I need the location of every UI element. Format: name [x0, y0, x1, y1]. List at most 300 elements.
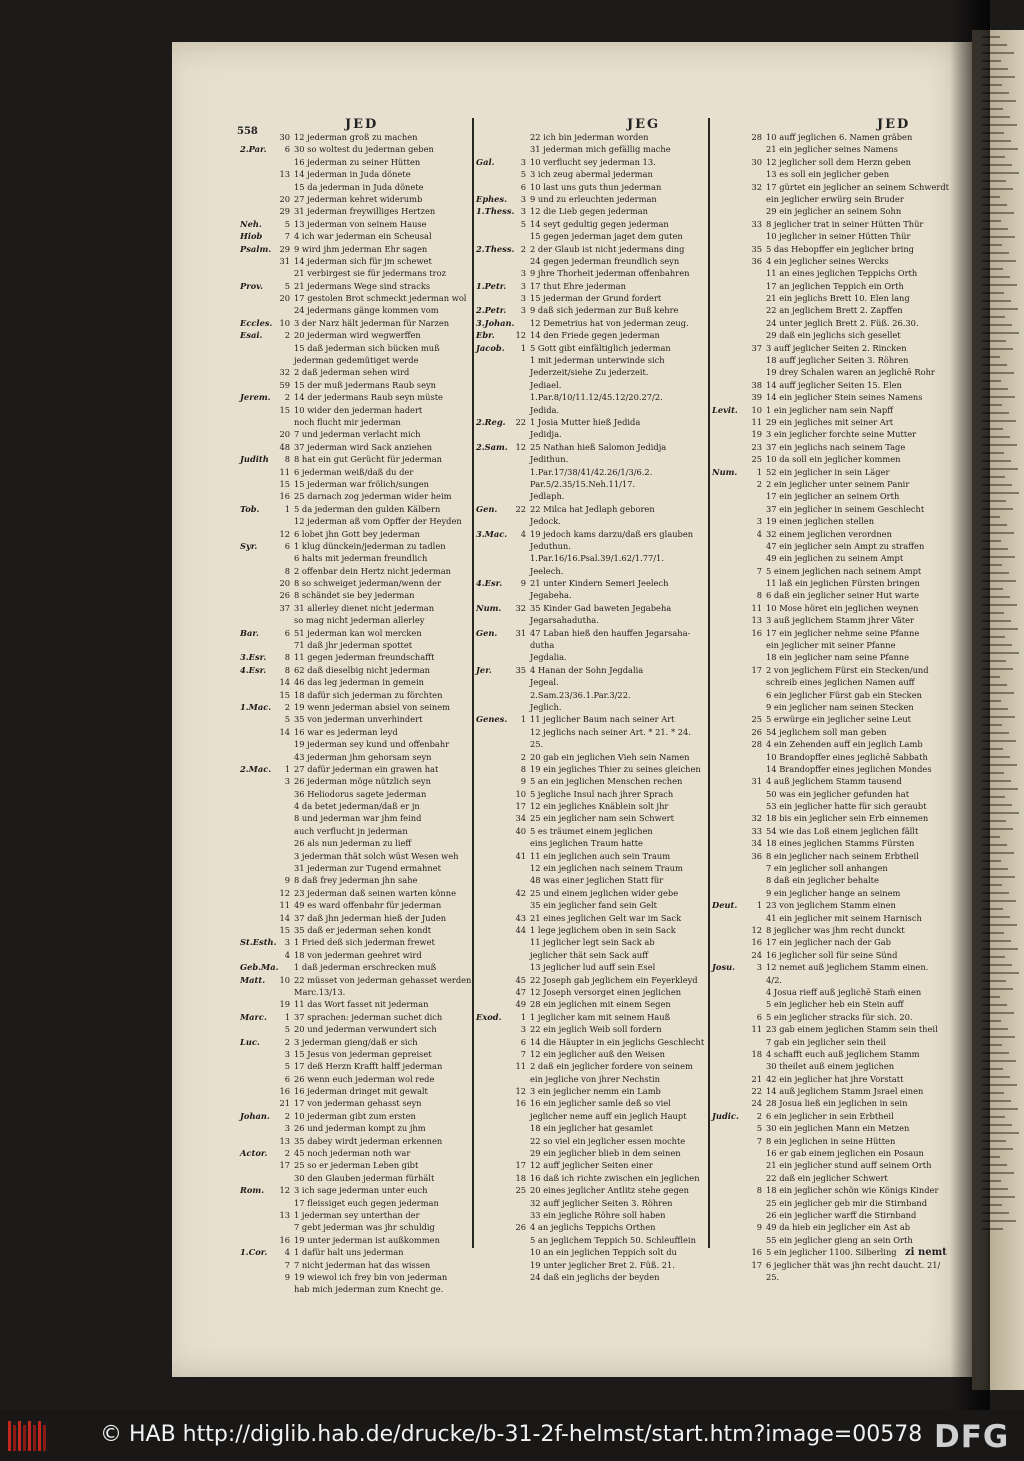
- chapter-number: 12: [751, 925, 762, 935]
- chapter-number: 40: [515, 825, 526, 836]
- entry-text: 1.Par.16/16.Psal.39/1.62/1.77/1.: [530, 553, 664, 564]
- book-reference: Ephes.: [476, 193, 507, 204]
- book-reference: Esai.: [240, 330, 263, 341]
- chapter-number: 37: [279, 602, 290, 613]
- index-entry: [712, 1097, 952, 1109]
- index-entry: [712, 354, 952, 366]
- entry-text: 71 daß jhr jederman spottet: [294, 640, 413, 651]
- entry-text: Jegeal.: [530, 677, 559, 688]
- chapter-number: 16: [279, 1234, 290, 1245]
- index-entry: [240, 1283, 472, 1295]
- book-reference: Tob.: [240, 503, 260, 514]
- chapter-number: 3: [520, 280, 526, 291]
- index-entry: [240, 441, 472, 453]
- entry-text: 19 drey Schalen waren an jeglichē Rohr: [766, 367, 935, 378]
- entry-text: 21 ein jeglicher seines Namens: [766, 144, 898, 155]
- index-entry: [240, 899, 472, 911]
- entry-text: 1 jederman sey unterthan der: [294, 1209, 420, 1220]
- index-entry: [476, 775, 706, 787]
- entry-text: 18 von jederman geehret wird: [294, 949, 422, 960]
- index-entry: [240, 949, 472, 961]
- entry-text: eins jeglichen Traum hatte: [530, 838, 643, 849]
- index-entry: [476, 490, 706, 502]
- index-entry: [476, 899, 706, 911]
- catchword: zi nemt: [905, 1247, 947, 1258]
- chapter-number: 21: [751, 1073, 762, 1084]
- entry-text: Jediael.: [530, 379, 562, 390]
- chapter-number: 3: [520, 293, 526, 304]
- entry-text: 17 ein jeglicher nehme seine Pfanne: [766, 627, 920, 638]
- index-entry: [476, 812, 706, 824]
- index-entry: [712, 1172, 952, 1184]
- entry-text: 6 daß ein jeglicher seiner Hut warte: [766, 590, 919, 601]
- index-entry: [240, 589, 472, 601]
- chapter-number: 14: [279, 677, 290, 688]
- entry-text: Jeduthun.: [530, 540, 571, 551]
- entry-text: 33 ein jegliche Röhre soll haben: [530, 1209, 666, 1220]
- index-entry: [712, 974, 952, 986]
- index-entry: [240, 1023, 472, 1035]
- entry-text: Jegarsahadutha.: [530, 615, 599, 626]
- chapter-number: 29: [279, 206, 290, 217]
- index-entry: [476, 143, 706, 155]
- entry-text: ein jegliche von jhrer Nechstin: [530, 1073, 660, 1084]
- book-reference: Josu.: [712, 962, 736, 973]
- index-entry: [476, 528, 706, 540]
- entry-text: 3 auff jeglicher Seiten 2. Rincken: [766, 342, 907, 353]
- index-entry: [240, 515, 472, 527]
- index-entry: [240, 540, 472, 552]
- index-entry: [712, 899, 952, 911]
- footer-bar: [0, 1410, 1024, 1461]
- entry-text: 4 schafft euch auß jeglichem Stamm: [766, 1048, 920, 1059]
- index-entry: [476, 912, 706, 924]
- chapter-number: 33: [751, 825, 762, 836]
- entry-text: 8 so schweiget jederman/wenn der: [294, 578, 442, 589]
- chapter-number: 12: [515, 330, 526, 341]
- index-entry: [476, 1159, 706, 1171]
- entry-text: ein jeglicher mit seiner Pfanne: [766, 640, 896, 651]
- entry-text: 47 Laban hieß den hauffen Jegarsaha-: [530, 627, 691, 638]
- entry-text: 12 ein jeglichen nach seinem Traum: [530, 863, 683, 874]
- chapter-number: 48: [279, 441, 290, 452]
- index-entry: [476, 131, 706, 143]
- index-entry: [712, 862, 952, 874]
- entry-text: 13 jeglicher lud auff sein Esel: [530, 962, 656, 973]
- entry-text: 2.Sam.23/36.1.Par.3/22.: [530, 689, 631, 700]
- index-entry: [712, 924, 952, 936]
- entry-text: schreib eines jeglichen Namen auff: [766, 677, 915, 688]
- index-entry: [476, 1060, 706, 1072]
- book-reference: 1.Petr.: [476, 280, 507, 291]
- entry-text: 47 ein jeglicher sein Ampt zu straffen: [766, 540, 925, 551]
- chapter-number: 3: [520, 193, 526, 204]
- entry-text: 25 Nathan hieß Salomon Jedidja: [530, 441, 667, 452]
- index-entry: [240, 1135, 472, 1147]
- entry-text: 29 ein jeglicher blieb in dem seinen: [530, 1148, 681, 1159]
- chapter-number: 25: [515, 1185, 526, 1196]
- entry-text: 18 eines jeglichen Stamms Fürsten: [766, 838, 915, 849]
- chapter-number: 17: [515, 1160, 526, 1171]
- entry-text: 11 gegen jederman freundschafft: [294, 652, 435, 663]
- index-entry: [240, 1234, 472, 1246]
- entry-text: 10 last uns guts thun jederman: [530, 181, 662, 192]
- index-entry: [240, 1073, 472, 1085]
- chapter-number: 7: [756, 1135, 762, 1146]
- chapter-number: 21: [279, 1098, 290, 1109]
- chapter-number: 7: [284, 1259, 290, 1270]
- index-entry: [476, 354, 706, 366]
- index-entry: [476, 1246, 706, 1258]
- entry-text: 17 an jeglichen Teppich ein Orth: [766, 280, 904, 291]
- entry-text: 9 daß sich jederman zur Buß kehre: [530, 305, 679, 316]
- entry-text: 20 eines jeglicher Antlitz stehe gegen: [530, 1185, 690, 1196]
- chapter-number: 1: [284, 763, 290, 774]
- chapter-number: 3: [520, 206, 526, 217]
- entry-text: 10 da soll ein jeglicher kommen: [766, 454, 901, 465]
- chapter-number: 47: [515, 986, 526, 997]
- index-entry: [712, 243, 952, 255]
- entry-text: 3 jederman gieng/daß er sich: [294, 1036, 418, 1047]
- entry-text: 4 ein jeglicher seines Wercks: [766, 255, 889, 266]
- entry-text: 5 einem jeglichen nach seinem Ampt: [766, 565, 922, 576]
- index-entry: [240, 354, 472, 366]
- entry-text: 5 Gott gibt einfältiglich jederman: [530, 342, 671, 353]
- entry-text: 3 ich zeug abermal jederman: [530, 169, 653, 180]
- entry-text: 19 wiewol ich frey bin von jederman: [294, 1271, 448, 1282]
- chapter-number: 25: [751, 714, 762, 725]
- entry-text: 8 jeglicher was jhm recht dunckt: [766, 925, 905, 935]
- entry-text: 37 ein jeglicher in seinem Geschlecht: [766, 503, 925, 514]
- chapter-number: 9: [284, 1271, 290, 1282]
- entry-text: 15 jederman war frölich/sungen: [294, 478, 429, 489]
- index-entry: [240, 701, 472, 713]
- index-entry: [476, 850, 706, 862]
- entry-text: 2 der Glaub ist nicht jedermans ding: [530, 243, 685, 254]
- book-reference: Rom.: [240, 1185, 265, 1196]
- chapter-number: 11: [751, 1024, 762, 1035]
- chapter-number: 2: [756, 1110, 762, 1121]
- entry-text: 5 jegliche Insul nach jhrer Sprach: [530, 788, 674, 799]
- entry-text: 22 ein jeglich Weib soll fordern: [530, 1024, 662, 1035]
- page-number: 558: [237, 126, 258, 137]
- chapter-number: 4: [284, 949, 290, 960]
- index-entry: [240, 205, 472, 217]
- entry-text: 35 von jederman unverhindert: [294, 714, 423, 725]
- entry-text: 32 einem jeglichen verordnen: [766, 528, 892, 539]
- index-entry: [712, 255, 952, 267]
- entry-text: 17 deß Herzn Krafft halff jederman: [294, 1061, 443, 1072]
- entry-text: 23 gab einem jeglichen Stamm sein theil: [766, 1024, 938, 1035]
- chapter-number: 6: [284, 540, 290, 551]
- index-entry: [240, 924, 472, 936]
- index-entry: [476, 664, 706, 676]
- index-entry: [712, 143, 952, 155]
- entry-text: 1.Par.8/10/11.12/45.12/20.27/2.: [530, 392, 663, 403]
- entry-text: 5 das Hebopffer ein jeglicher bring: [766, 243, 914, 254]
- index-entry: [712, 1259, 952, 1271]
- entry-text: 6 jeglicher thät was jhn recht daucht. 21/: [766, 1259, 941, 1270]
- index-entry: [476, 478, 706, 490]
- entry-text: 49 da hieb ein jeglicher ein Ast ab: [766, 1222, 911, 1233]
- book-reference: Jerem.: [240, 392, 271, 403]
- entry-text: 5 da jederman den gulden Kälbern: [294, 503, 441, 514]
- book-reference: Bar.: [240, 627, 259, 638]
- index-entry: [240, 850, 472, 862]
- index-entry: [476, 726, 706, 738]
- index-entry: [476, 602, 706, 614]
- entry-text: 18 ein jeglicher nam seine Pfanne: [766, 652, 910, 663]
- chapter-number: 13: [279, 169, 290, 180]
- index-entry: [240, 874, 472, 886]
- entry-text: 14 Brandopffer eines jeglichen Mondes: [766, 763, 932, 774]
- entry-text: 37 sprachen: jederman suchet dich: [294, 1011, 443, 1022]
- chapter-number: 18: [751, 1048, 762, 1059]
- entry-text: jederman gedemütiget werde: [294, 355, 419, 366]
- entry-text: 14 jederman sich für jm schewet: [294, 255, 432, 266]
- entry-text: 30 den Glauben jederman fürhält: [294, 1172, 435, 1183]
- entry-text: 31 allerley dienet nicht jederman: [294, 602, 435, 613]
- entry-text: 8 ein jeglicher nach seinem Erbtheil: [766, 850, 919, 861]
- book-reference: 1.Cor.: [240, 1247, 268, 1258]
- index-entry: [476, 1221, 706, 1233]
- book-reference: 2.Par.: [240, 144, 267, 155]
- index-entry: [476, 168, 706, 180]
- index-entry: [712, 441, 952, 453]
- book-reference: Judic.: [712, 1110, 739, 1121]
- entry-text: 18 ein jeglicher schön wie Königs Kinder: [766, 1185, 939, 1196]
- index-entry: [476, 887, 706, 899]
- book-reference: 3.Esr.: [240, 652, 267, 663]
- entry-text: 1 Fried deß sich jederman frewet: [294, 937, 435, 948]
- index-entry: [240, 974, 475, 986]
- entry-text: 3 ich sage jederman unter euch: [294, 1185, 428, 1196]
- entry-text: 22 müsset von jederman gehasset werden.: [294, 974, 475, 985]
- index-entry: [240, 304, 472, 316]
- chapter-number: 19: [279, 999, 290, 1010]
- index-entry: [476, 304, 706, 316]
- index-entry: [476, 292, 706, 304]
- entry-text: 10 auff jeglichen 6. Namen gräben: [766, 132, 913, 142]
- index-entry: [712, 1135, 952, 1147]
- index-entry: [240, 181, 472, 193]
- dfg-logo-icon: DFG: [934, 1419, 1010, 1455]
- index-entry: [240, 986, 472, 998]
- entry-text: 12 ein jeglicher auß den Weisen: [530, 1048, 665, 1059]
- entry-text: 11 an eines jeglichen Teppichs Orth: [766, 268, 918, 279]
- book-reference: 4.Esr.: [240, 664, 267, 675]
- index-entry: [476, 404, 706, 416]
- chapter-number: 12: [515, 441, 526, 452]
- entry-text: 22 Joseph gab jeglichem ein Feyerkleyd: [530, 974, 698, 985]
- chapter-number: 33: [751, 218, 762, 229]
- index-entry: [712, 1048, 952, 1060]
- entry-text: 17 ein jeglicher an seinem Orth: [766, 491, 900, 502]
- index-entry: [712, 850, 952, 862]
- index-entry: [240, 143, 472, 155]
- entry-text: 1 mit jederman unterwinde sich: [530, 355, 665, 366]
- entry-text: 3 jederman thät solch wüst Wesen weh: [294, 850, 459, 861]
- chapter-number: 35: [515, 664, 526, 675]
- chapter-number: 3: [284, 937, 290, 948]
- entry-text: 17 thut Ehre jederman: [530, 280, 626, 291]
- book-reference: Neh.: [240, 218, 262, 229]
- index-entry: [240, 1110, 472, 1122]
- chapter-number: 24: [751, 1098, 762, 1109]
- entry-text: 25 so er jederman Leben gibt: [294, 1160, 419, 1171]
- index-entry: [712, 589, 952, 601]
- index-entry: [712, 614, 952, 626]
- index-entry: [240, 627, 472, 639]
- chapter-number: 8: [284, 565, 290, 576]
- index-entry: [712, 168, 952, 180]
- entry-text: 1 Josia Mutter hieß Jedida: [530, 416, 641, 427]
- book-reference: 2.Sam.: [476, 441, 508, 452]
- index-entry: [240, 478, 472, 490]
- index-entry: [712, 998, 952, 1010]
- chapter-number: 3: [520, 1024, 526, 1035]
- index-entry: [240, 651, 472, 663]
- chapter-number: 11: [279, 900, 290, 911]
- index-entry: [240, 552, 472, 564]
- entry-text: 15 daß jederman sich bücken muß: [294, 342, 440, 353]
- entry-text: 18 bis ein jeglicher sein Erb einnemen: [766, 813, 929, 824]
- book-reference: 1.Thess.: [476, 206, 515, 217]
- entry-text: 12 die Lieb gegen jederman: [530, 206, 648, 217]
- chapter-number: 2: [520, 751, 526, 762]
- chapter-number: 14: [279, 726, 290, 737]
- entry-text: 9 ein jeglicher hange an seinem: [766, 887, 901, 898]
- entry-text: 1 jeglicher kam mit seinem Hauß: [530, 1011, 671, 1022]
- index-entry: [712, 1023, 952, 1035]
- index-entry: [240, 1259, 472, 1271]
- book-reference: Geb.Ma.: [240, 962, 279, 973]
- entry-text: 17 fleissiget euch gegen jederman: [294, 1197, 439, 1208]
- book-reference: Jer.: [476, 664, 492, 675]
- entry-text: 7 gab ein jeglicher sein theil: [766, 1036, 886, 1047]
- chapter-number: 20: [279, 429, 290, 440]
- index-entry: [240, 329, 472, 341]
- entry-text: 18 dafür sich jederman zu förchten: [294, 689, 443, 700]
- entry-text: 2 daß ein jeglicher fordere von seinem: [530, 1061, 693, 1072]
- entry-text: 35 ein jeglicher fand sein Gelt: [530, 900, 657, 911]
- index-entry: [240, 912, 472, 924]
- entry-text: 21 ein jeglicher stund auff seinem Orth: [766, 1160, 932, 1171]
- entry-text: 36 Heliodorus sagete jederman: [294, 788, 427, 799]
- chapter-number: 12: [515, 1086, 526, 1097]
- chapter-number: 32: [751, 813, 762, 824]
- entry-text: 22 Milca hat Jedlaph geboren: [530, 503, 655, 514]
- index-entry: [476, 1259, 706, 1271]
- index-entry: [240, 342, 472, 354]
- copyright-url-link[interactable]: © HAB http://diglib.hab.de/drucke/b-31-2f-helmst/start.htm?image=00578: [100, 1422, 923, 1447]
- index-entry: [240, 800, 472, 812]
- index-entry: [476, 1073, 706, 1085]
- index-entry: [712, 466, 952, 478]
- index-column-2: [476, 131, 706, 1282]
- entry-text: 35 Kinder Gad baweten Jegabeha: [530, 602, 672, 613]
- entry-text: 11 jeglicher Baum nach seiner Art: [530, 714, 675, 725]
- entry-text: 9 wird jhm jederman Ehr sagen: [294, 243, 428, 254]
- entry-text: auch verflucht jn jederman: [294, 825, 408, 836]
- entry-text: 25.: [530, 739, 544, 750]
- chapter-number: 10: [515, 788, 526, 799]
- chapter-number: 3: [284, 776, 290, 787]
- entry-text: 16 jederman zu seiner Hütten: [294, 156, 421, 167]
- entry-text: 10 verflucht sey jederman 13.: [530, 156, 656, 167]
- index-entry: [476, 1234, 706, 1246]
- entry-text: Par.5/2.35/15.Neh.11/17.: [530, 478, 636, 489]
- index-entry: [240, 887, 472, 899]
- entry-text: 14 ein jeglicher Stein seines Namens: [766, 392, 923, 403]
- entry-text: 24 daß ein jeglichs der beyden: [530, 1271, 660, 1282]
- chapter-number: 30: [279, 132, 290, 142]
- index-entry: [240, 193, 472, 205]
- chapter-number: 23: [751, 441, 762, 452]
- chapter-number: 39: [751, 392, 762, 403]
- chapter-number: 2: [284, 1148, 290, 1159]
- entry-text: 15 Jesus von jederman gepreiset: [294, 1048, 432, 1059]
- book-reference: Num.: [712, 466, 738, 477]
- entry-text: 12 jederman groß zu machen: [294, 132, 418, 142]
- index-entry: [476, 936, 706, 948]
- index-entry: [712, 280, 952, 292]
- entry-text: 3 der Narz hält jederman für Narzen: [294, 317, 450, 328]
- entry-text: 45 noch jederman noth war: [294, 1148, 411, 1159]
- chapter-number: 36: [751, 850, 762, 861]
- entry-text: Jegdalia.: [530, 652, 567, 663]
- entry-text: 4 auß jeglichem Stamm tausend: [766, 776, 902, 787]
- index-entry: [476, 874, 706, 886]
- entry-text: Jegabeha.: [530, 590, 572, 601]
- index-entry: [712, 726, 952, 738]
- index-entry: [712, 366, 952, 378]
- chapter-number: 32: [279, 367, 290, 378]
- chapter-number: 14: [279, 912, 290, 923]
- chapter-number: 22: [515, 416, 526, 427]
- index-entry: [712, 379, 952, 391]
- entry-text: 8 ein jeglichen in seine Hütten: [766, 1135, 896, 1146]
- chapter-number: 7: [520, 1048, 526, 1059]
- index-entry: [240, 503, 472, 515]
- index-entry: [712, 131, 952, 143]
- book-reference: 3.Mac.: [476, 528, 508, 539]
- index-entry: [712, 1234, 952, 1246]
- index-entry: [240, 1048, 472, 1060]
- index-entry: [712, 404, 952, 416]
- index-entry: [240, 255, 472, 267]
- index-entry: [712, 218, 952, 230]
- index-entry: [712, 701, 952, 713]
- index-entry: [476, 267, 706, 279]
- index-entry: [712, 565, 952, 577]
- index-entry: [240, 639, 472, 651]
- entry-text: 7 gebt jederman was jhr schuldig: [294, 1222, 435, 1233]
- index-entry: [476, 1097, 706, 1109]
- index-entry: [476, 961, 706, 973]
- index-entry: [240, 131, 472, 143]
- index-entry: [712, 1073, 952, 1085]
- index-entry: [712, 1197, 952, 1209]
- entry-text: Jedock.: [530, 516, 561, 527]
- index-entry: [712, 713, 952, 725]
- index-entry: [712, 428, 952, 440]
- book-reference: Actor.: [240, 1148, 268, 1159]
- book-reference: Johan.: [240, 1110, 270, 1121]
- index-entry: [476, 317, 706, 329]
- entry-text: 3 ein jeglicher nemm ein Lamb: [530, 1086, 661, 1097]
- entry-text: 16 jeglicher soll für seine Sünd: [766, 949, 898, 960]
